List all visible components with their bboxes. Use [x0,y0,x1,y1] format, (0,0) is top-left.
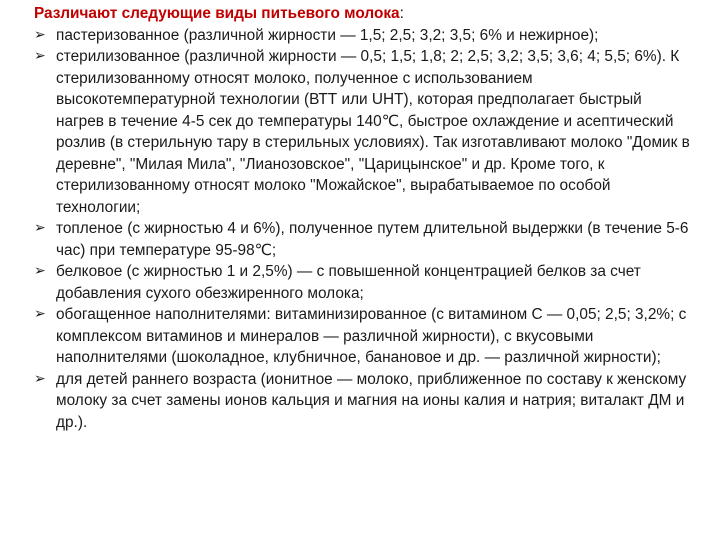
list-item [34,218,692,261]
list-item [34,261,692,304]
list-item-text: белковое (с жирностью 1 и 2,5%) — с повышенной концентрацией белков за счет добавления сухого обезжиренного молока; [56,263,641,302]
arrow-bullet-icon: ➢ [34,370,46,387]
heading-suffix: : [399,5,404,22]
list-item-text: обогащенное наполнителями: витаминизированное (с витамином С — 0,05; 2,5; 3,2%; с комплексом витаминов и минералов — различной жирности), с вкусовыми наполнителями (шоколадное, клубничное, банановое и др. — различной жирности); [56,306,687,366]
arrow-bullet-icon: ➢ [34,48,46,64]
list-item [34,46,692,218]
list-item [34,25,692,47]
arrow-bullet-icon: ➢ [34,306,46,322]
list-item [34,304,692,369]
slide-content [34,3,692,433]
list-item-text: пастеризованное (различной жирности — 1,5; 2,5; 3,2; 3,5; 6% и нежирное); [56,26,599,44]
arrow-bullet-icon: ➢ [34,263,46,279]
arrow-bullet-icon: ➢ [34,220,46,236]
list-item-text: для детей раннего возраста (ионитное — молоко, приближенное по составу к женскому молоку за счет замены ионов кальция и магния на ионы калия и натрия; виталакт ДМ и др.). [56,370,687,431]
slide-heading [34,3,692,25]
milk-types-list [34,25,692,434]
list-item-text: топленое (с жирностью 4 и 6%), полученное путем длительной выдержки (в течение 5-6 час) при температуре 95-98℃; [56,220,689,259]
arrow-bullet-icon: ➢ [34,26,46,43]
list-item [34,369,692,434]
list-item-text: стерилизованное (различной жирности — 0,5; 1,5; 1,8; 2; 2,5; 3,2; 3,5; 3,6; 4; 5,5; 6%). К стерилизованному относят молоко, полученное с использованием высокотемпературной технологии (ВТТ или UHT), которая предполагает быстрый нагрев в течение 4-5 сек до температуры 140℃, быстрое охлаждение и асептический розлив (в стерильную тару в стерильных условиях). Так изготавливают молоко "Домик в деревне", "Милая Мила", "Лианозовское", "Царицынское" и др. Кроме того, к стерилизованному относят молоко "Можайское", вырабатываемое по особой технологии; [56,48,690,216]
heading-highlight: Различают следующие виды питьевого молока [34,5,400,22]
